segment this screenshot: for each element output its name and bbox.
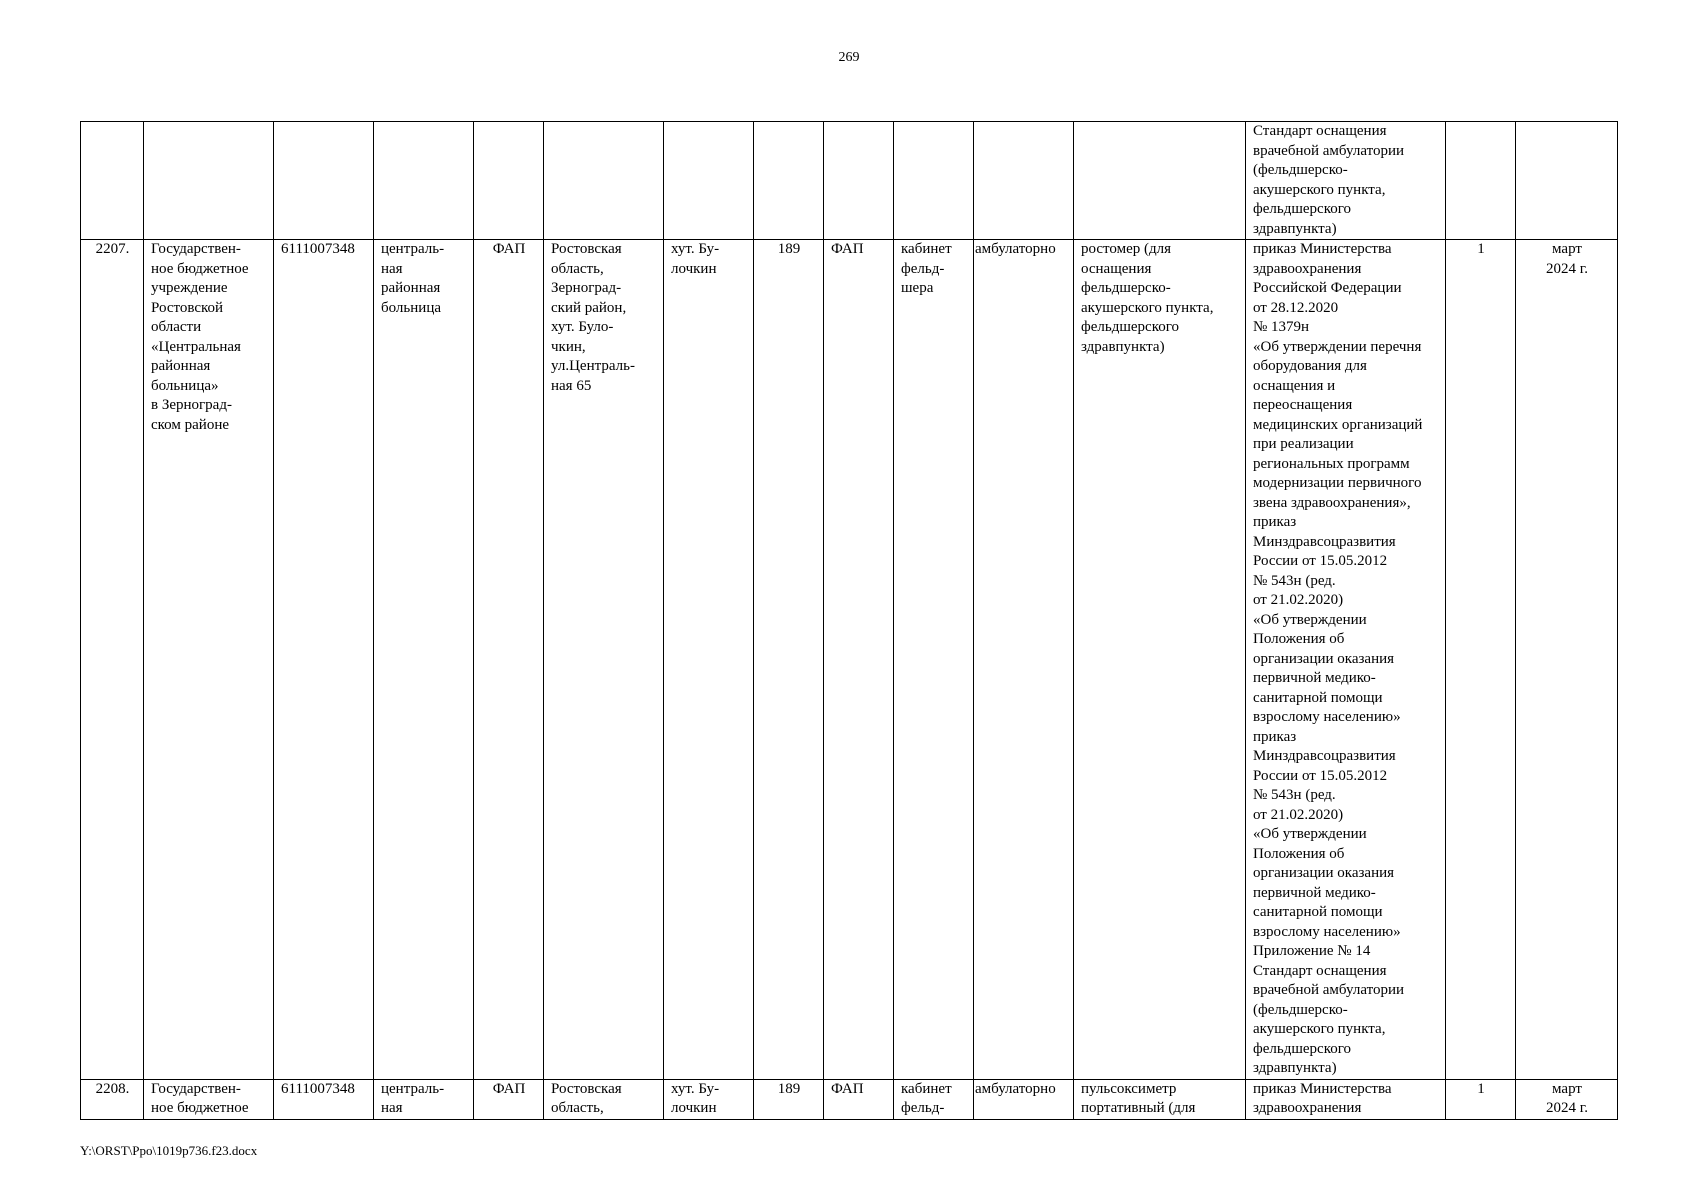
table-row (81, 240, 1618, 1080)
cell-count: 189 (754, 240, 824, 1080)
cell-inn (274, 122, 374, 240)
cell-quantity: 1 (1446, 1079, 1516, 1119)
cell-care-type: амбулаторно (974, 1079, 1074, 1119)
cell-unit-type: ФАП (824, 240, 894, 1080)
cell-unit-type: ФАП (824, 1079, 894, 1119)
cell-equipment: пульсоксиметр портативный (для (1074, 1079, 1246, 1119)
cell-deadline: март 2024 г. (1516, 1079, 1618, 1119)
cell-basis: приказ Министерства здравоохранения Российской Федерации от 28.12.2020 № 1379н «Об утверждении перечня оборудования для оснащения и переоснащения медицинских организаций при реализации региональных программ модернизации первичного звена здравоохранения», приказ Минздравсоцразвития России от 15.05.2012 № 543н (ред. от 21.02.2020) «Об утверждении Положения об организации оказания первичной медико- санитарной помощи взрослому населению» приказ Минздравсоцразвития России от 15.05.2012 № 543н (ред. от 21.02.2020) «Об утверждении Положения об организации оказания первичной медико- санитарной помощи взрослому населению» Приложение № 14 Стандарт оснащения врачебной амбулатории (фельдшерско- акушерского пункта, фельдшерского здравпункта) (1246, 240, 1446, 1080)
cell-deadline (1516, 122, 1618, 240)
cell-deadline: март 2024 г. (1516, 240, 1618, 1080)
cell-unit-type (824, 122, 894, 240)
cell-locality: хут. Бу- лочкин (664, 1079, 754, 1119)
cell-org-type (374, 122, 474, 240)
cell-num: 2207. (81, 240, 144, 1080)
cell-unit (474, 122, 544, 240)
cell-num: 2208. (81, 1079, 144, 1119)
cell-org-type: централь- ная районная больница (374, 240, 474, 1080)
cell-address: Ростовская область, (544, 1079, 664, 1119)
cell-room (894, 122, 974, 240)
table-row (81, 1079, 1618, 1119)
cell-inn: 6111007348 (274, 1079, 374, 1119)
cell-locality: хут. Бу- лочкин (664, 240, 754, 1080)
cell-room: кабинет фельд- (894, 1079, 974, 1119)
cell-basis: приказ Министерства здравоохранения (1246, 1079, 1446, 1119)
cell-organization (144, 122, 274, 240)
cell-basis: Стандарт оснащения врачебной амбулатории (фельдшерско- акушерского пункта, фельдшерского здравпункта) (1246, 122, 1446, 240)
cell-equipment: ростомер (для оснащения фельдшерско- акушерского пункта, фельдшерского здравпункта) (1074, 240, 1246, 1080)
cell-locality (664, 122, 754, 240)
cell-room: кабинет фельд- шера (894, 240, 974, 1080)
cell-quantity (1446, 122, 1516, 240)
cell-organization: Государствен- ное бюджетное учреждение Ростовской области «Центральная районная больница» в Зерноград- ском районе (144, 240, 274, 1080)
cell-address (544, 122, 664, 240)
cell-equipment (1074, 122, 1246, 240)
cell-inn: 6111007348 (274, 240, 374, 1080)
cell-unit: ФАП (474, 240, 544, 1080)
cell-address: Ростовская область, Зерноград- ский район, хут. Було- чкин, ул.Централь- ная 65 (544, 240, 664, 1080)
equipment-table (80, 121, 1618, 1120)
cell-organization: Государствен- ное бюджетное (144, 1079, 274, 1119)
cell-org-type: централь- ная (374, 1079, 474, 1119)
cell-unit: ФАП (474, 1079, 544, 1119)
page-number: 269 (838, 50, 860, 65)
cell-care-type: амбулаторно (974, 240, 1074, 1080)
cell-care-type (974, 122, 1074, 240)
cell-count: 189 (754, 1079, 824, 1119)
cell-count (754, 122, 824, 240)
cell-quantity: 1 (1446, 240, 1516, 1080)
footer-file-path: Y:\ORST\Ppo\1019p736.f23.docx (80, 1143, 258, 1158)
cell-num (81, 122, 144, 240)
table-row-continuation (81, 122, 1618, 240)
